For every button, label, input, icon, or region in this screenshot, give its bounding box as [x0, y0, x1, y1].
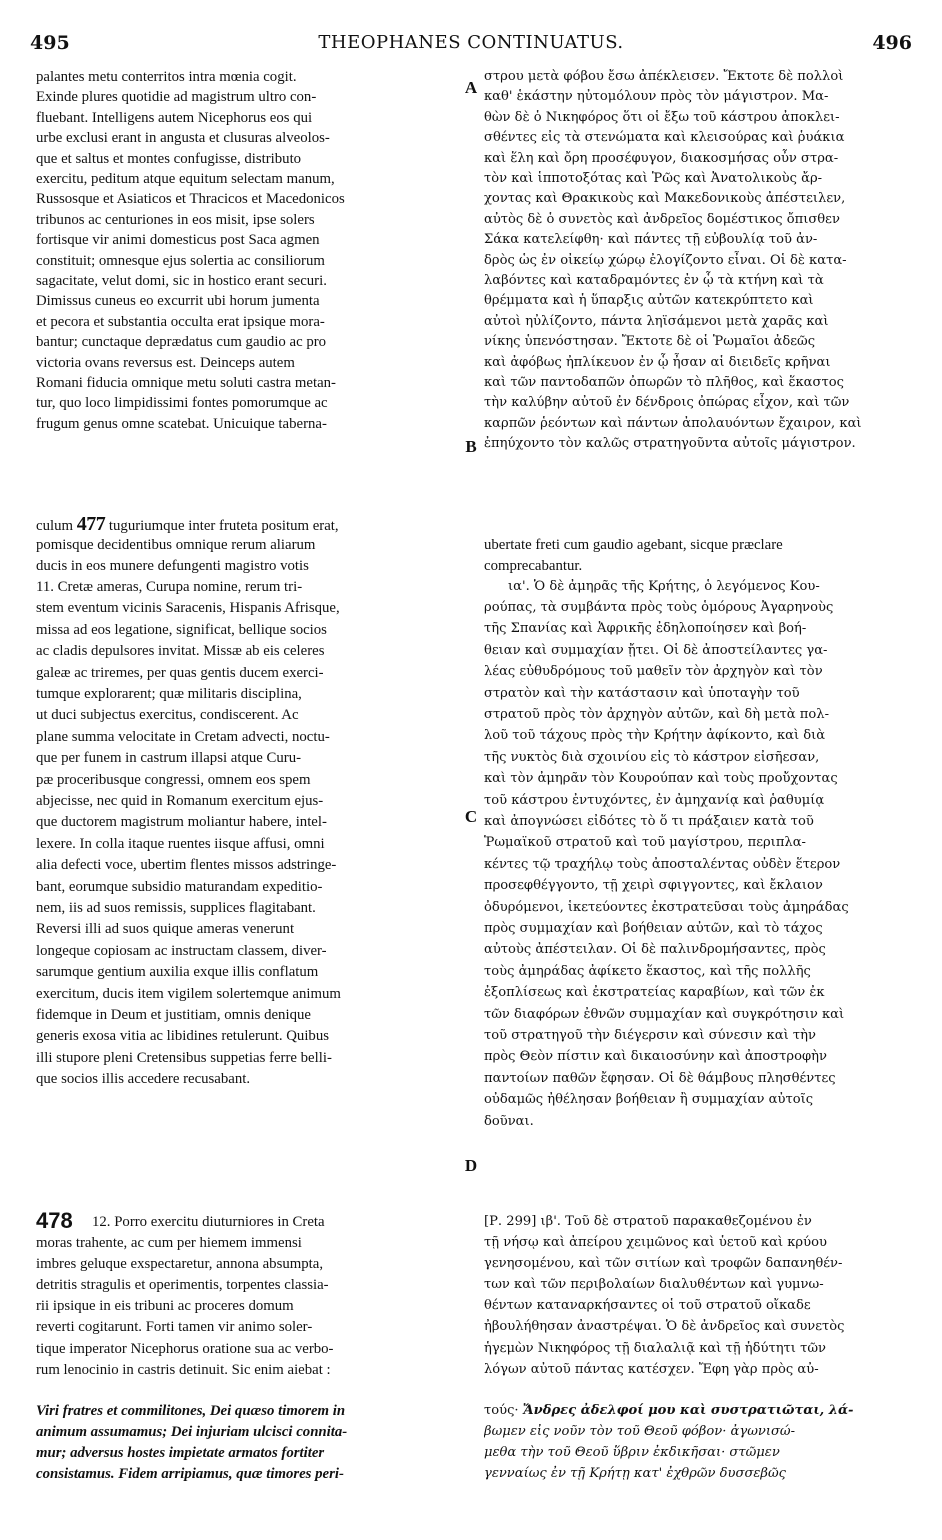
text-line: tribunos ac centuriones in eos misit, ipse solers: [36, 211, 315, 228]
text-line: σθέντες εἰς τὰ στενώματα καὶ κλεισούρας καὶ ῥυάκια: [484, 130, 845, 146]
text-line: pomisque decidentibus omnique rerum aliarum: [36, 537, 316, 553]
text-line: πρὸς Θεὸν πίστιν καὶ δικαιοσύνην καὶ ἀποστροφὴν: [484, 1049, 827, 1065]
text-line: rii ipsique in eis tribuni ac proceres domum: [36, 1298, 294, 1315]
text-line: πρὸς συμμαχίαν καὶ βοήθειαν αὐτῶν, καὶ τὸ τάχος: [484, 921, 823, 936]
greek-section-12-heading: [Ρ. 299] ιβ'. Τοῦ δὲ στρατοῦ παρακαθεζομένου ἐν: [484, 1214, 812, 1229]
text-line: θειαν καὶ συμμαχίαν ᾔτει. Οἱ δὲ ἀποστείλαντες γα-: [484, 642, 828, 658]
text-line: stem eventum vicinis Saracenis, Hispanis Afrisque,: [36, 600, 340, 617]
text-line: τοὺς ἀμηράδας ἀφίκετο ἕκαστος, καὶ τῆς πολλῆς: [484, 963, 811, 979]
text-line: alia defecti voce, ubertim flentes missos adstringe-: [36, 857, 337, 874]
latin-line-477: [36, 514, 460, 535]
text-line: tique imperator Nicephorus oratione sua ac verbo-: [36, 1340, 334, 1357]
marker-d: D: [464, 1156, 478, 1175]
text-line: θρέμματα καὶ ἡ ὕπαρξις αὐτῶν κατεκρύπτετο καὶ: [484, 293, 814, 309]
running-header: [30, 32, 912, 58]
text-line: urbe exclusi erant in angusta et clusuras alveolos-: [36, 130, 330, 147]
shared-line: [484, 535, 912, 556]
text-line: victoria ovans reversus est. Deinceps autem: [36, 354, 295, 371]
text-line: Russosque et Asiaticos et Thracicos et Macedonicos: [36, 191, 345, 208]
text-line: Σάκα κατελείφθη· καὶ πάντες τῇ εὐβουλίᾳ τοῦ ἀν-: [484, 232, 818, 248]
text-line: Exinde plures quotidie ad magistrum ultro con-: [36, 89, 317, 106]
text-line: que per funem in castrum illapsi atque Curu-: [36, 750, 302, 767]
latin-italic-line: consistamus. Fidem arripiamus, quæ timores peri-: [36, 1466, 344, 1483]
text-line: Ῥωμαϊκοῦ στρατοῦ καὶ τοῦ μαγίστρου, περιπλα-: [484, 835, 806, 851]
text-line: των καὶ τῶν περιβολαίων διαλυθέντων καὶ γυμνω-: [484, 1277, 824, 1293]
text-line: frugum genus omne scatebat. Unicuique taberna-: [36, 415, 327, 432]
text-line: nem, iis ad suos remissis, supplices flagitabant.: [36, 900, 316, 916]
text-line: lexere. In colla itaque ruentes iisque affusi, omni: [36, 835, 325, 852]
text-line: αὐτὸς δὲ ὁ συνετὸς καὶ ἀνδρεῖος δομέστικος ὄπισθεν: [484, 211, 840, 227]
text-line: plane summa velocitate in Cretam advecti, noctu-: [36, 728, 330, 745]
text-line: sagacitate, velut domi, sic in hostico erant securi.: [36, 273, 327, 289]
text-line: λοῦ τοῦ τάχους πρὸς τὴν Κρήτην ἀφίκοντο, καὶ διὰ: [484, 728, 826, 744]
text-line: ὀδυρόμενοι, ἱκετεύοντες ἐκστρατεῦσαι τοὺς ἀμηράδας: [484, 899, 849, 915]
text-line: γενναίως ἐν τῇ Κρήτῃ κατ' ἐχθρῶν δυσσεβῶς: [484, 1466, 786, 1482]
latin-italic-line: mur; adversus hostes impietate armatos fortiter: [36, 1445, 325, 1462]
text-line: τοῦ στρατηγοῦ τὴν διέγερσιν καὶ σύνεσιν καὶ τὴν: [484, 1028, 816, 1043]
page-number-right: 496: [872, 32, 912, 54]
text-line: que ductorem magistrum moliantur habere, intel-: [36, 814, 327, 831]
span-text: ubertate freti cum gaudio agebant, sicque præclare: [484, 537, 783, 553]
text-line: tumque explorarent; quæ militaris disciplina,: [36, 686, 302, 702]
text-line: καρπῶν ῥεόντων καὶ πάντων ἀπολαυόντων ἔχαιρον, καὶ: [484, 415, 862, 431]
text-line: pæ proceribusque congressi, omnem eos spem: [36, 771, 311, 788]
text-line: exercitu, peditum atque equitum selectam manum,: [36, 171, 335, 187]
text-line: λόγων αὐτοῦ πάντας κατέσχεν. Ἔφη γὰρ πρὸς αὐ-: [484, 1361, 819, 1377]
marker-c: C: [464, 807, 478, 826]
text-line: missa ad eos legatione, significat, bellique socios: [36, 621, 327, 638]
text-line: ut duci subjectus exercitus, condiscerent. Ac: [36, 707, 299, 724]
text-line: λέας εὐθυδρόμους τοῦ μαθεῖν τὸν ἀρχηγὸν καὶ τὸν: [484, 664, 823, 680]
greek-italic-text: Ἄνδρες ἀδελφοί μου καὶ συστρατιῶται, λά-: [522, 1403, 854, 1418]
text-line: abjecisse, nec quid in Romanum exercitum ejus-: [36, 793, 324, 809]
text-line: καὶ τῶν παντοδαπῶν ὀπωρῶν τὸ πλῆθος, καὶ ἕκαστος: [484, 375, 844, 390]
text-line: ἐξοπλίσεως καὶ ἐκστρατείας καραβίων, καὶ τῶν ἐκ: [484, 985, 825, 1001]
text-line: καὶ ἀφόβως ἠπλίκευον ἐν ᾧ ἦσαν αἱ διειδεῖς κρῆναι: [484, 354, 831, 370]
latin-italic-line: animum assumamus; Dei injuriam ulcisci connita-: [36, 1424, 348, 1441]
text-line: exercitum, ducis item vigilem solertemque animum: [36, 985, 341, 1002]
latin-text: culum: [36, 518, 73, 534]
text-line: θὼν δὲ ὁ Νικηφόρος ὅτι οἱ ἔξω τοῦ κάστρου ἀποκλει-: [484, 109, 840, 125]
text-line: δρὸς ὡς ἐν οἰκείῳ χώρῳ ἐλογίζοντο εἶναι. Οἱ δὲ κατα-: [484, 252, 847, 268]
text-line: fidemque in Deum et justitiam, omnis denique: [36, 1007, 311, 1023]
shared-line-2: [484, 556, 912, 577]
latin-text: tuguriumque inter fruteta positum erat,: [108, 518, 339, 534]
text-line: longeque copiosam ac instructam classem, diver-: [36, 942, 327, 959]
greek-section-11-heading: ια'. Ὁ δὲ ἀμηρᾶς τῆς Κρήτης, ὁ λεγόμενος Κου-: [508, 579, 820, 594]
text-line: reverti cogitarunt. Forti tamen vir animo soler-: [36, 1319, 313, 1336]
text-line: βωμεν εἰς νοῦν τὸν τοῦ Θεοῦ φόβον· ἀγωνισώ-: [484, 1424, 796, 1439]
text-line: fortisque vir animi domesticus post Saca agmen: [36, 232, 320, 249]
greek-italic-first: [484, 1401, 912, 1422]
text-line: καὶ τὸν ἀμηρᾶν τὸν Κουρούπαν καὶ τοὺς προὔχοντας: [484, 771, 838, 787]
text-line: bant, eorumque subsidio maturandam expeditio-: [36, 878, 323, 895]
text-line: κέντες τῷ τραχήλῳ τοὺς ἀποσταλέντας οὐδὲν ἕτερον: [484, 856, 841, 872]
text-line: στρου μετὰ φόβου ἔσω ἀπέκλεισεν. Ἔκτοτε δὲ πολλοὶ: [484, 69, 844, 84]
text-line: moras trahente, ac cum per hiemem immensi: [36, 1235, 302, 1251]
text-line: palantes metu conterritos intra mœnia cogit.: [36, 69, 297, 85]
text-line: detritis stragulis et operimentis, torpentes classia-: [36, 1277, 329, 1294]
text-line: rum lenocinio in castris detinuit. Sic enim aiebat :: [36, 1361, 331, 1378]
text-line: χοντας καὶ Θρακικοὺς καὶ Μακεδονικοὺς ἀπέστειλεν,: [484, 191, 846, 207]
text-line: μεθα τὴν τοῦ Θεοῦ ὕβριν ἐκδικῆσαι· στῶμεν: [484, 1445, 780, 1461]
text-line: illi stupore pleni Cretensibus suppetias ferre belli-: [36, 1049, 332, 1066]
text-line: Romani fiducia omnique metu soluti castra metan-: [36, 375, 336, 391]
text-line: que socios illis accedere recusabant.: [36, 1071, 251, 1088]
marker-b: B: [465, 437, 477, 456]
text-line: τὸν καὶ ἱπποτοξότας καὶ Ῥῶς καὶ Ἀνατολικοὺς ἄρ-: [484, 171, 823, 186]
text-line: Reversi illi ad suos quique ameras venerunt: [36, 921, 295, 938]
text-line: στρατοῦ πρὸς τὸν ἀρχηγὸν αὐτῶν, καὶ δὴ μετὰ πολ-: [484, 707, 830, 722]
text-line: παντοίων παθῶν ἔφησαν. Οἱ δὲ θάμβους πλησθέντες: [484, 1070, 836, 1086]
text-line: γενησομένου, καὶ τῶν σιτίων καὶ τροφῶν δαπανηθέν-: [484, 1256, 843, 1272]
text-line: et pecora et substantia occulta erat ipsique mora-: [36, 313, 325, 330]
text-line: ducis in eos munere defungenti magistro votis: [36, 558, 309, 574]
text-line: καὶ ἕλη καὶ ὄρη προσέφυγον, διακοσμήσας οὖν στρα-: [484, 150, 839, 166]
text-line: οὐδαμῶς ἠθέλησαν βοήθειαν ἢ συμμαχίαν αὐτοῖς: [484, 1092, 814, 1108]
text-line: στρατὸν καὶ τὴν κατάστασιν καὶ ὑποταγὴν τοῦ: [484, 685, 800, 701]
text-line: fluebant. Intelligens autem Nicephorus eos qui: [36, 109, 313, 126]
text-line: tur, quo loco limpidissimi fontes pomorumque ac: [36, 395, 328, 412]
text-line: καὶ ἀπογνώσει εἰδότες τὸ ὅ τι πράξαιεν κατὰ τοῦ: [484, 814, 814, 829]
text-line: constituit; omnesque ejus solertia ac consiliorum: [36, 252, 325, 269]
text-line: θέντων καταναρκήσαντες οἱ τοῦ στρατοῦ οἴκαδε: [484, 1298, 811, 1314]
text-line: νίκης ὑπενόστησαν. Ἔκτοτε δὲ οἱ Ῥωμαῖοι ἀδεῶς: [484, 334, 816, 350]
text-line: τῆς νυκτὸς διὰ σχοινίου εἰς τὸ κάστρον εἰσῆεσαν,: [484, 749, 820, 765]
text-line: τῶν διαφόρων ἐθνῶν συμμαχίαν καὶ συγκρότησιν καὶ: [484, 1006, 845, 1022]
text-line: τοῦ κάστρου ἐντυχόντες, ἐν ἀμηχανίᾳ καὶ ῥαθυμίᾳ: [484, 792, 825, 808]
text-line: imbres geluque exspectaretur, annona absumpta,: [36, 1256, 324, 1273]
text-line: 11. Cretæ ameras, Curupa nomine, rerum tri-: [36, 579, 303, 595]
text-line: δοῦναι.: [484, 1113, 534, 1129]
latin-section-12-heading: 12. Porro exercitu diuturniores in Creta: [92, 1214, 325, 1230]
text-line: bantur; cunctaque deprædatus cum gaudio ac pro: [36, 334, 327, 351]
running-title: THEOPHANES CONTINUATUS.: [318, 32, 624, 53]
text-line: ac cladis depulsores invitat. Missæ ab eis celeres: [36, 643, 325, 660]
text-line: ἠβουλήθησαν ἀναστρέψαι. Ὁ δὲ ἀνδρεῖος καὶ συνετὸς: [484, 1319, 845, 1335]
text-line: ρούπας, τὰ συμβάντα πρὸς τοὺς ὁμόρους Ἀγαρηνοὺς: [484, 600, 834, 615]
text-line: ἡγεμὼν Νικηφόρος τῇ διαλαλιᾷ καὶ τῇ ἡδύτητι τῶν: [484, 1340, 826, 1356]
text-line: αὐτοὶ ηὐλίζοντο, πάντα ληϊσάμενοι μετὰ χαρᾶς καὶ: [484, 313, 829, 329]
latin-italic-line: Viri fratres et commilitones, Dei quæso timorem in: [36, 1403, 346, 1419]
margin-number-478: 478: [36, 1208, 73, 1233]
text-line: ἐπηύχοντο τὸν καλῶς στρατηγοῦντα αὐτοῖς μάγιστρον.: [484, 436, 856, 452]
page-number-left: 495: [30, 32, 70, 54]
text-line: προσεφθέγγοντο, τῇ χειρὶ σφιγγοντες, καὶ ἔκλαιον: [484, 878, 823, 894]
text-line: τὴν καλύβην αὐτοῦ ἐν δένδροις ὀπώρας εἶχον, καὶ τῶν: [484, 395, 850, 411]
text-line: τῆς Σπανίας καὶ Ἀφρικῆς ἐδηλοποίησεν καὶ βοή-: [484, 621, 807, 637]
text-line: generis exosa vitia ac libidines retulerunt. Quibus: [36, 1028, 329, 1045]
greek-text: τούς·: [484, 1403, 519, 1418]
text-line: καθ' ἑκάστην ηὐτομόλουν πρὸς τὸν μάγιστρον. Μα-: [484, 89, 829, 105]
text-line: λαβόντες καὶ καταδραμόντες ἐν ᾧ τὰ κτήνη καὶ τὰ: [484, 273, 824, 288]
text-line: τῇ νήσῳ καὶ ἀπείρου χειμῶνος καὶ ὑετοῦ καὶ κρύου: [484, 1235, 827, 1250]
text-line: αὐτοὺς ἀπέστειλαν. Οἱ δὲ παλινδρομήσαντες, πρὸς: [484, 942, 826, 958]
span-text: comprecabantur.: [484, 558, 583, 574]
text-line: sarumque gentium auxilia exque illis conflatum: [36, 964, 319, 981]
text-line: que et saltus et montes confugisse, distributo: [36, 150, 302, 167]
text-line: galeæ ac triremes, per quas gentis ducem exerci-: [36, 664, 324, 681]
marker-a: A: [464, 78, 478, 97]
margin-number-477: 477: [76, 514, 106, 535]
text-line: Dimissus cuneus eo excurrit ubi horum jumenta: [36, 293, 320, 310]
